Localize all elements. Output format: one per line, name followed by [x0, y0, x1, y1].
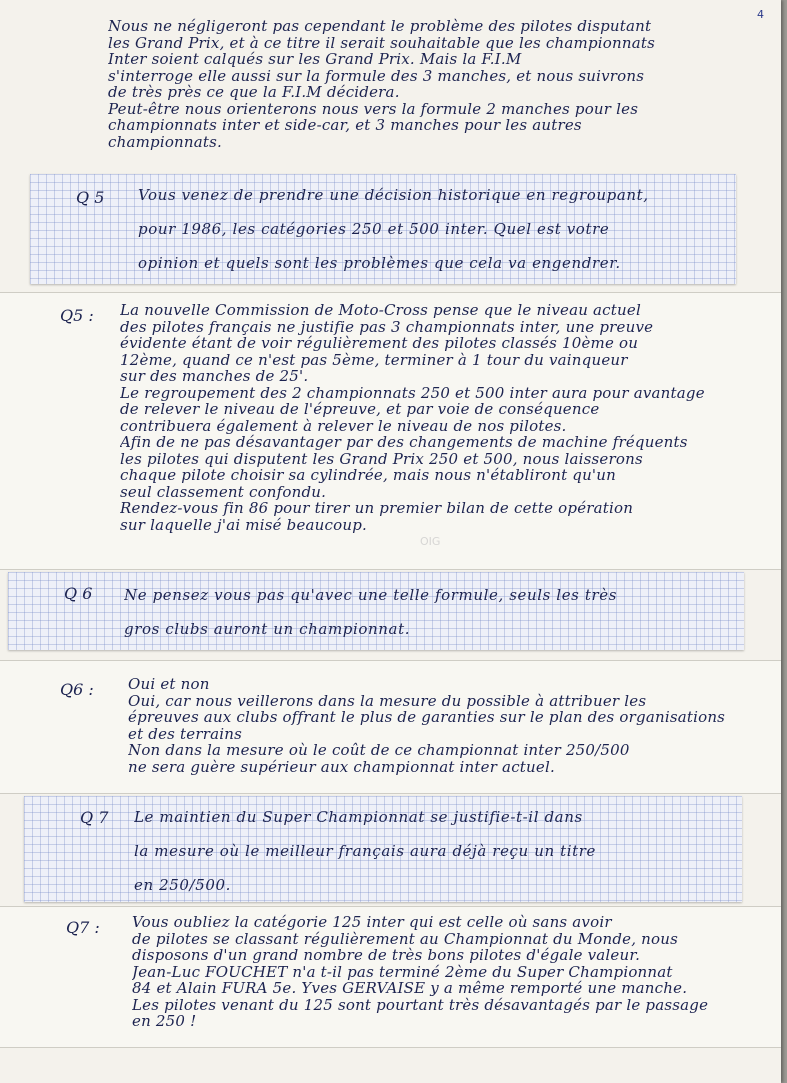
- answer-line: en 250 !: [132, 1012, 197, 1030]
- question-5-text: [138, 178, 728, 280]
- answer-line: les pilotes qui disputent les Grand Prix 250 et 500, nous laisserons: [120, 449, 643, 468]
- answer-line: Oui et non: [128, 676, 210, 693]
- answer-line: Oui, car nous veillerons dans la mesure du possible à attribuer les: [128, 691, 647, 710]
- answer-line: La nouvelle Commission de Moto-Cross pense que le niveau actuel: [120, 302, 641, 319]
- question-line: Vous venez de prendre une décision historique en regroupant,: [138, 186, 649, 204]
- intro-line: de très près ce que la F.I.M décidera.: [108, 83, 400, 101]
- answer-6-text: [128, 676, 758, 775]
- answer-5-label: Q5 :: [60, 306, 94, 325]
- question-7-label: Q 7: [80, 808, 109, 827]
- question-6-text: [124, 578, 724, 646]
- answer-7-text: [132, 914, 762, 1030]
- answer-line: Jean-Luc FOUCHET n'a t-il pas terminé 2ème du Super Championnat: [132, 962, 673, 981]
- answer-7-label: Q7 :: [66, 918, 100, 937]
- intro-line: Peut-être nous orienterons nous vers la formule 2 manches pour les: [108, 99, 639, 118]
- question-5-label: Q 5: [76, 188, 105, 207]
- answer-line: Les pilotes venant du 125 sont pourtant très désavantagés par le passage: [132, 995, 709, 1014]
- intro-text: [108, 18, 748, 150]
- answer-line: Afin de ne pas désavantager par des changements de machine fréquents: [120, 433, 688, 451]
- answer-line: Rendez-vous fin 86 pour tirer un premier bilan de cette opération: [120, 499, 634, 517]
- question-7-text: [134, 800, 734, 902]
- question-line: pour 1986, les catégories 250 et 500 inter. Quel est votre: [138, 220, 610, 238]
- answer-line: 12ème, quand ce n'est pas 5ème, terminer à 1 tour du vainqueur: [120, 350, 628, 369]
- answer-6-label: Q6 :: [60, 680, 94, 699]
- answer-line: épreuves aux clubs offrant le plus de garanties sur le plan des organisations: [128, 708, 726, 726]
- intro-line: Nous ne négligeront pas cependant le problème des pilotes disputant: [108, 18, 652, 35]
- intro-line: championnats.: [108, 132, 223, 150]
- answer-line: de pilotes se classant régulièrement au Championnat du Monde, nous: [132, 929, 679, 948]
- answer-line: seul classement confondu.: [120, 482, 327, 501]
- answer-5-text: [120, 302, 760, 533]
- intro-line: les Grand Prix, et à ce titre il serait souhaitable que les championnats: [108, 33, 655, 52]
- answer-line: des pilotes français ne justifie pas 3 championnats inter, une preuve: [120, 317, 654, 336]
- answer-line: évidente étant de voir régulièrement des pilotes classés 10ème ou: [120, 334, 639, 352]
- question-line: opinion et quels sont les problèmes que cela va engendrer.: [138, 254, 621, 272]
- question-line: gros clubs auront un championnat.: [124, 620, 411, 638]
- answer-line: disposons d'un grand nombre de très bons pilotes d'égale valeur.: [132, 946, 641, 964]
- answer-line: 84 et Alain FURA 5e. Yves GERVAISE y a même remporté une manche.: [132, 979, 688, 997]
- answer-line: Le regroupement des 2 championnats 250 et 500 inter aura pour avantage: [120, 383, 705, 402]
- answer-line: de relever le niveau de l'épreuve, et par voie de conséquence: [120, 400, 600, 418]
- answer-line: sur des manches de 25'.: [120, 367, 309, 385]
- answer-line: Non dans la mesure où le coût de ce championnat inter 250/500: [128, 741, 630, 759]
- answer-line: ne sera guère supérieur aux championnat inter actuel.: [128, 757, 555, 775]
- question-line: la mesure où le meilleur français aura déjà reçu un titre: [134, 842, 596, 860]
- answer-line: Vous oubliez la catégorie 125 inter qui est celle où sans avoir: [132, 914, 612, 931]
- watermark-stamp: OIG: [420, 535, 441, 548]
- intro-line: Inter soient calqués sur les Grand Prix. Mais la F.I.M: [108, 50, 522, 68]
- answer-line: sur laquelle j'ai misé beaucoup.: [120, 515, 368, 533]
- answer-line: contribuera également à relever le niveau de nos pilotes.: [120, 416, 567, 435]
- page-number: 4: [757, 8, 764, 21]
- question-line: Le maintien du Super Championnat se justifie-t-il dans: [134, 808, 583, 826]
- intro-line: s'interroge elle aussi sur la formule des 3 manches, et nous suivrons: [108, 66, 645, 85]
- intro-line: championnats inter et side-car, et 3 manches pour les autres: [108, 116, 582, 134]
- answer-line: chaque pilote choisir sa cylindrée, mais nous n'établiront qu'un: [120, 466, 616, 484]
- question-6-label: Q 6: [64, 584, 93, 603]
- answer-line: et des terrains: [128, 724, 242, 743]
- question-line: Ne pensez vous pas qu'avec une telle formule, seuls les très: [124, 586, 618, 604]
- question-line: en 250/500.: [134, 876, 231, 894]
